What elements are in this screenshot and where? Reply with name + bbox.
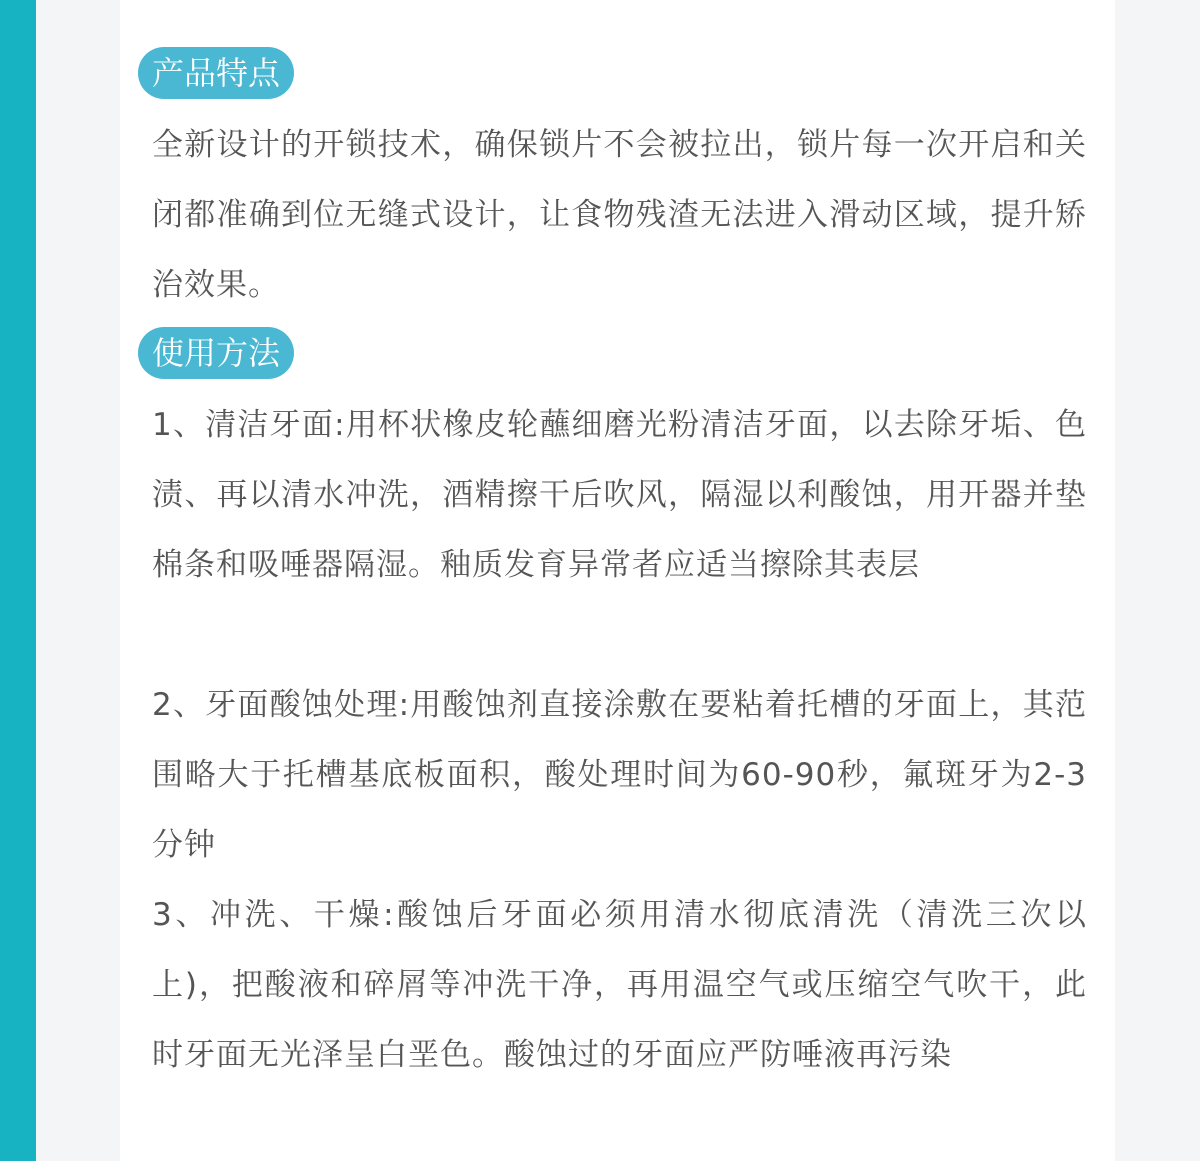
usage-heading-badge: 使用方法 bbox=[138, 327, 294, 379]
usage-step-3: 3、冲洗、干燥:酸蚀后牙面必须用清水彻底清洗（清洗三次以上)，把酸液和碎屑等冲洗干净，再用温空气或压缩空气吹干，此时牙面无光泽呈白垩色。酸蚀过的牙面应严防唾液再污染 bbox=[152, 897, 1087, 1073]
features-heading-badge: 产品特点 bbox=[138, 47, 294, 99]
usage-step-1: 1、清洁牙面:用杯状橡皮轮蘸细磨光粉清洁牙面，以去除牙垢、色渍、再以清水冲洗，酒精擦干后吹风，隔湿以利酸蚀，用开器并垫棉条和吸唾器隔湿。釉质发育异常者应适当擦除其表层 bbox=[152, 407, 1087, 583]
content-card bbox=[120, 0, 1115, 1161]
features-paragraph: 全新设计的开锁技术，确保锁片不会被拉出，锁片每一次开启和关闭都准确到位无缝式设计，让食物残渣无法进入滑动区域，提升矫治效果。 bbox=[152, 127, 1087, 303]
usage-step-2: 2、牙面酸蚀处理:用酸蚀剂直接涂敷在要粘着托槽的牙面上，其范围略大于托槽基底板面积，酸处理时间为60-90秒，氟斑牙为2-3分钟 bbox=[152, 687, 1087, 863]
left-accent-bar bbox=[0, 0, 36, 1161]
